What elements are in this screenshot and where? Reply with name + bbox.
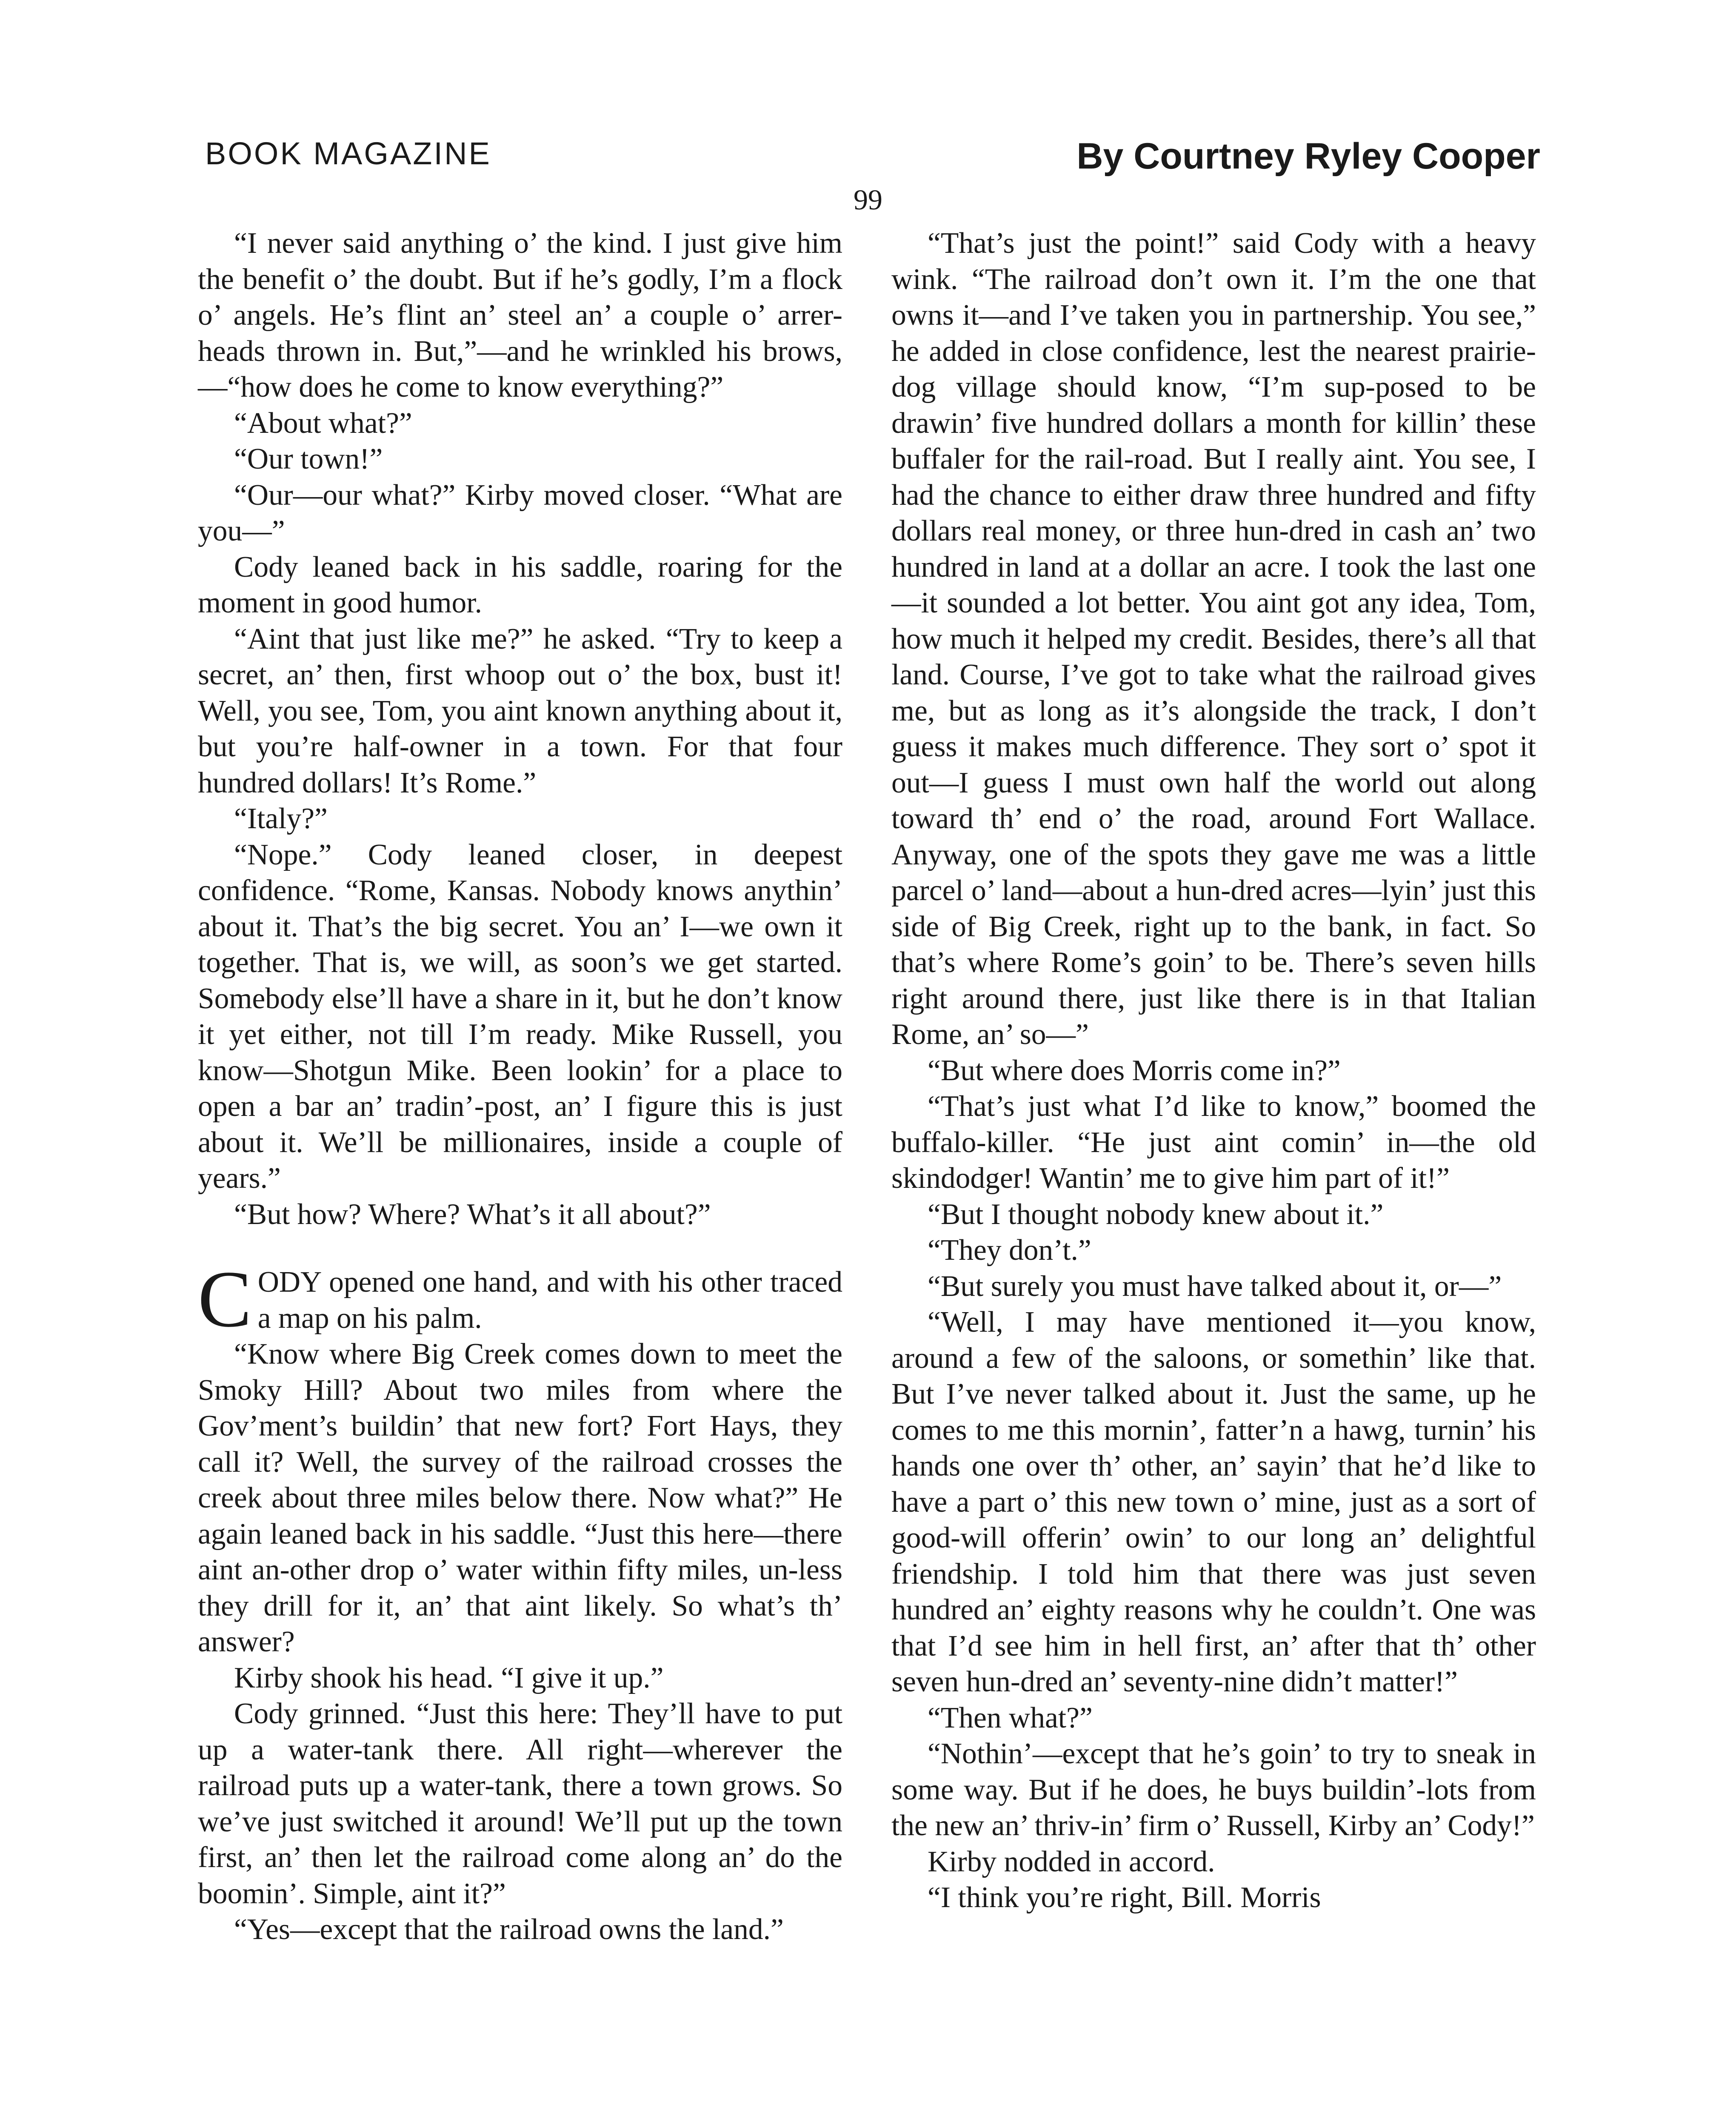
paragraph: “I never said anything o’ the kind. I just give him the benefit o’ the doubt. But if he’s godly, I’m a flock o’ angels. He’s flint an’ steel an’ a couple o’ arrer-heads thrown in. But,”—and he wrinkled his brows,—“how does he come to know everything?” — [198, 227, 842, 403]
paragraph: “About what?” — [234, 406, 412, 440]
paragraph: “Aint that just like me?” he asked. “Try to keep a secret, an’ then, first whoop out o’ the box, bust it! Well, you see, Tom, you aint known anything about it, but you’re half-owner in a town. For that four hundred dollars! It’s Rome.” — [198, 622, 842, 799]
paragraph: “Know where Big Creek comes down to meet the Smoky Hill? About two miles from where the Gov’ment’s buildin’ that new fort? Fort Hays, they call it? Well, the survey of the railroad crosses the creek about three miles below there. Now what?” He again leaned back in his saddle. “Just this here—there aint an-other drop o’ water within fifty miles, un-less they drill for it, an’ that aint likely. So what’s th’ answer? — [198, 1338, 842, 1658]
page-number: 99 — [854, 183, 882, 216]
paragraph: “Nope.” Cody leaned closer, in deepest confidence. “Rome, Kansas. Nobody knows anythin’ about it. That’s the big secret. You an’ I—we own it together. That is, we will, as soon’s we get started. Somebody else’ll have a share in it, but he don’t know it yet either, not till I’m ready. Mike Russell, you know—Shotgun Mike. Been lookin’ for a place to open a bar an’ tradin’-post, an’ I figure this is just about it. We’ll be millionaires, inside a couple of years.” — [198, 838, 842, 1195]
paragraph: “That’s just what I’d like to know,” boomed the buffalo-killer. “He just aint comin’ in—the old skindodger! Wantin’ me to give him part of it!” — [891, 1090, 1536, 1195]
paragraph: Kirby nodded in accord. — [928, 1845, 1215, 1878]
paragraph: “Italy?” — [234, 802, 328, 835]
publication-title: BOOK MAGAZINE — [205, 136, 491, 171]
paragraph: “That’s just the point!” said Cody with a heavy wink. “The railroad don’t own it. I’m the one that owns it—and I’ve taken you in partnership. You see,” he added in close confidence, lest the nearest prairie-dog village should know, “I’m sup-posed to be drawin’ five hundred dollars a month for killin’ these buffaler for the rail-road. But I really aint. You see, I had the chance to either draw three hundred and fifty dollars real money, or three hun-dred in cash an’ two hundred in land at a dollar an acre. I took the last one—it sounded a lot better. You aint got any idea, Tom, how much it helped my credit. Besides, there’s all that land. Course, I’ve got to take what the railroad gives me, but as long as it’s alongside the track, I don’t guess it makes much difference. They sort o’ spot it out—I guess I must own half the world out along toward th’ end o’ the road, around Fort Wallace. Anyway, one of the spots they gave me was a little parcel o’ land—about a hun-dred acres—lyin’ just this side of Big Creek, right up to the bank, in fact. So that’s where Rome’s goin’ to be. There’s seven hills right around there, just like there is in that Italian Rome, an’ so—” — [891, 227, 1536, 1051]
paragraph: “Yes—except that the railroad owns the land.” — [234, 1913, 784, 1946]
paragraph: “I think you’re right, Bill. Morris — [928, 1881, 1321, 1914]
paragraph: Kirby shook his head. “I give it up.” — [234, 1661, 664, 1694]
paragraph: “Well, I may have mentioned it—you know, around a few of the saloons, or somethin’ like that. But I’ve never talked about it. Just the same, up he comes to me this mornin’, fatter’n a hawg, turnin’ his hands one over th’ other, an’ sayin’ that he’d like to have a part o’ this new town o’ mine, just as a sort of good-will offerin’ owin’ to our long an’ delightful friendship. I told him that there was just seven hundred an’ eighty reasons why he couldn’t. One was that I’d see him in hell first, an’ after that th’ other seven hun-dred an’ seventy-nine didn’t matter!” — [891, 1306, 1536, 1698]
paragraph: “But surely you must have talked about it, or—” — [928, 1270, 1502, 1303]
paragraph: “They don’t.” — [928, 1234, 1091, 1267]
section-opening-paragraph — [198, 1255, 842, 1344]
drop-cap-paragraph-text: ODY opened one hand, and with his other traced a map on his palm. — [257, 1266, 842, 1335]
left-column — [198, 226, 842, 1948]
right-column — [891, 226, 1536, 1916]
paragraph: Cody leaned back in his saddle, roaring for the moment in good humor. — [198, 550, 842, 619]
author-byline: By Courtney Ryley Cooper — [1076, 136, 1540, 177]
paragraph: Cody grinned. “Just this here: They’ll have to put up a water-tank there. All right—wherever the railroad puts up a water-tank, there a town grows. So we’ve just switched it around! We’ll put up the town first, an’ then let the railroad come along an’ do the boomin’. Simple, aint it?” — [198, 1697, 842, 1910]
paragraph: “But how? Where? What’s it all about?” — [234, 1198, 711, 1231]
drop-cap-letter: C — [198, 1255, 252, 1344]
paragraph: “Our town!” — [234, 443, 383, 475]
paragraph: “Our—our what?” Kirby moved closer. “What are you—” — [198, 478, 842, 547]
paragraph: “But I thought nobody knew about it.” — [928, 1198, 1384, 1231]
paragraph: “Nothin’—except that he’s goin’ to try to sneak in some way. But if he does, he buys buildin’-lots from the new an’ thriv-in’ firm o’ Russell, Kirby an’ Cody!” — [891, 1737, 1536, 1842]
paragraph: “But where does Morris come in?” — [928, 1054, 1341, 1087]
paragraph: “Then what?” — [928, 1701, 1093, 1734]
